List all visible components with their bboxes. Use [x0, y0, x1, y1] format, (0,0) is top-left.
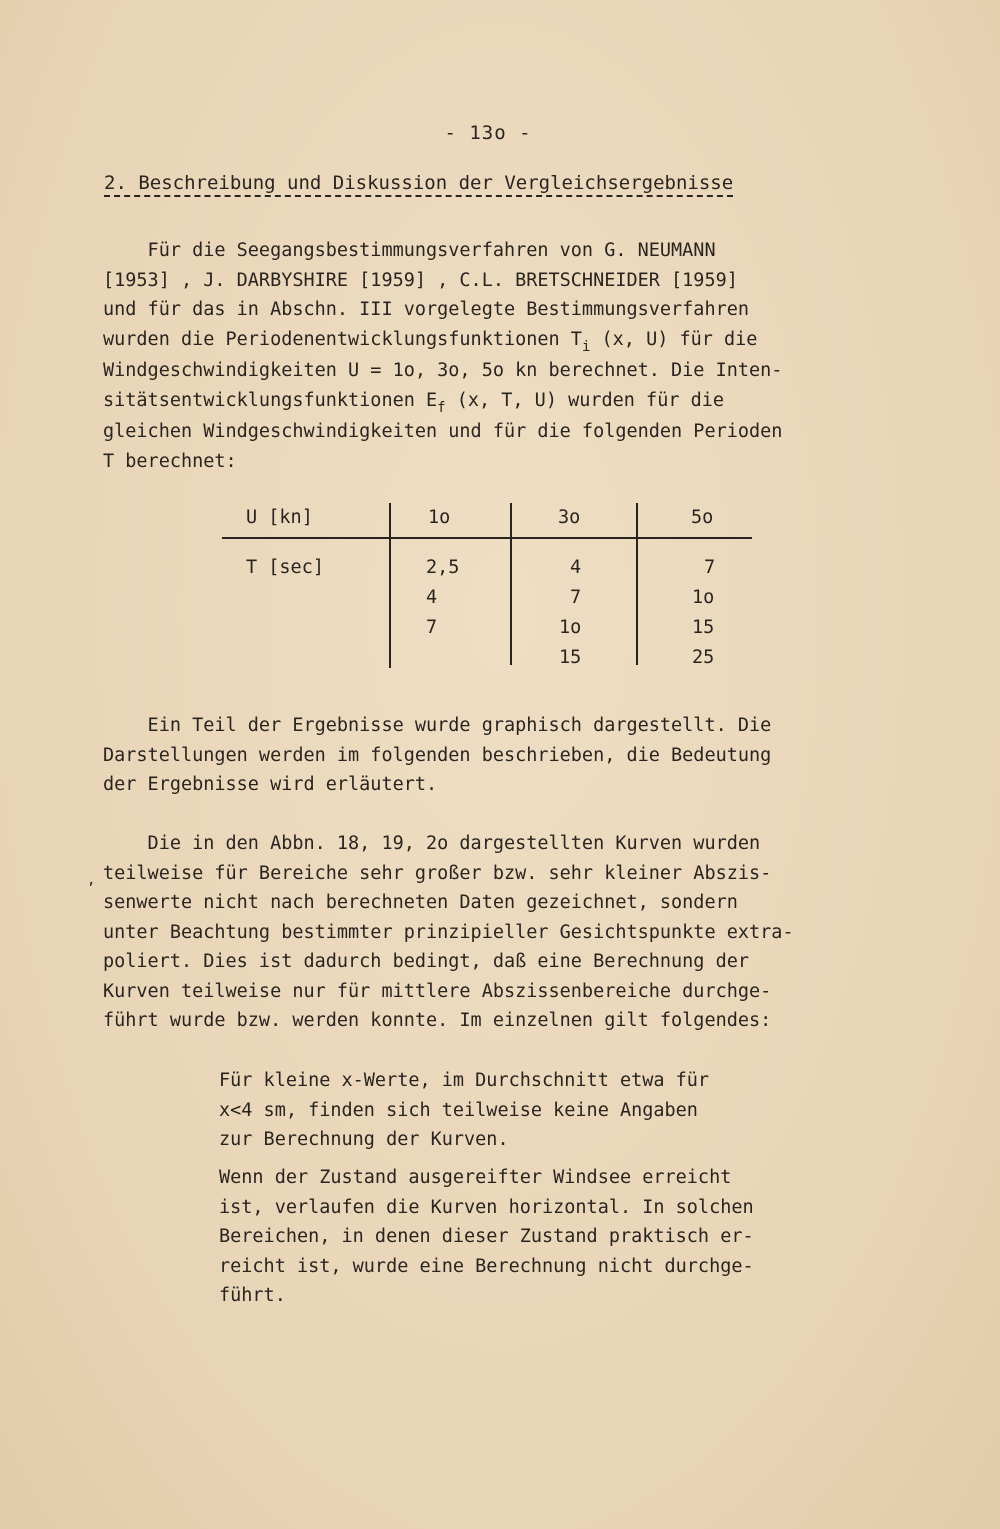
table-cell: 7 — [570, 587, 582, 608]
table-divider — [510, 503, 512, 665]
text-line: führt wurde bzw. werden konnte. Im einzelnen gilt folgendes: — [103, 1010, 772, 1031]
table-cell: 4 — [570, 557, 582, 578]
table-divider — [636, 503, 638, 665]
text-line: ist, verlaufen die Kurven horizontal. In solchen — [219, 1196, 754, 1218]
text-line: Kurven teilweise nur für mittlere Abszissenbereiche durchge- — [103, 980, 772, 1002]
table-cell: 2,5 — [426, 557, 460, 578]
table-cell: 1o — [692, 587, 715, 608]
text-line: gleichen Windgeschwindigkeiten und für die folgenden Perioden — [103, 421, 783, 442]
text-line: Bereichen, in denen dieser Zustand praktisch er- — [219, 1226, 754, 1247]
text-line: Für kleine x-Werte, im Durchschnitt etwa für — [219, 1070, 710, 1091]
text-fragment: wurden die Periodenentwicklungsfunktionen T — [103, 328, 582, 350]
text-line: führt. — [219, 1285, 286, 1306]
text-line: der Ergebnisse wird erläutert. — [103, 774, 438, 795]
text-line — [103, 386, 848, 418]
text-line: teilweise für Bereiche sehr großer bzw. sehr kleiner Abszis- — [103, 862, 772, 884]
period-table — [222, 503, 752, 668]
text-line: unter Beachtung bestimmter prinzipieller Gesichtspunkte extra- — [103, 921, 794, 943]
section-heading: 2. Beschreibung und Diskussion der Vergleichsergebnisse — [104, 172, 733, 197]
text-fragment: (x, U) für die — [590, 328, 758, 350]
text-line: Windgeschwindigkeiten U = 1o, 3o, 5o kn berechnet. Die Inten- — [103, 360, 783, 381]
table-cell: 1o — [559, 617, 582, 638]
text-line: zur Berechnung der Kurven. — [219, 1129, 509, 1150]
page-number: - 13o - — [444, 122, 532, 144]
indented-note-2 — [219, 1163, 819, 1311]
u-label: U [kn] — [246, 507, 313, 528]
table-divider — [389, 503, 391, 668]
intro-paragraph — [103, 236, 848, 476]
text-line: poliert. Dies ist dadurch bedingt, daß eine Berechnung der — [103, 951, 750, 972]
table-cell: 25 — [692, 647, 715, 668]
subscript: f — [437, 399, 446, 416]
results-paragraph — [103, 711, 848, 800]
subscript: i — [581, 338, 591, 355]
table-cell: 7 — [426, 617, 438, 638]
text-line: Ein Teil der Ergebnisse wurde graphisch dargestellt. Die — [103, 715, 772, 736]
text-line: T berechnet: — [103, 450, 237, 472]
text-fragment: (x, T, U) wurden für die — [445, 389, 725, 411]
table-cell: 15 — [559, 647, 582, 668]
text-line: senwerte nicht nach berechneten Daten gezeichnet, sondern — [103, 892, 738, 913]
table-cell: 7 — [704, 557, 716, 578]
curves-paragraph — [103, 829, 848, 1036]
text-line: Darstellungen werden im folgenden beschrieben, die Bedeutung — [103, 744, 772, 766]
column-header: 5o — [691, 507, 714, 528]
table-cell: 15 — [692, 617, 715, 638]
column-header: 3o — [558, 507, 581, 528]
text-line: reicht ist, wurde eine Berechnung nicht durchge- — [219, 1255, 754, 1277]
text-line: Die in den Abbn. 18, 19, 2o dargestellten Kurven wurden — [103, 833, 761, 854]
text-line: x<4 sm, finden sich teilweise keine Angaben — [219, 1099, 698, 1121]
table-header-rule — [222, 537, 752, 539]
column-header: 1o — [428, 507, 451, 528]
text-line: [1953] , J. DARBYSHIRE [1959] , C.L. BRETSCHNEIDER [1959] — [103, 269, 738, 291]
text-line: Wenn der Zustand ausgereifter Windsee erreicht — [219, 1167, 732, 1188]
text-line: und für das in Abschn. III vorgelegte Bestimmungsverfahren — [103, 299, 750, 320]
text-fragment: sitätsentwicklungsfunktionen E — [103, 389, 438, 411]
t-label: T [sec] — [246, 557, 324, 578]
indented-note-1 — [219, 1066, 819, 1155]
stray-mark: , — [87, 872, 96, 888]
table-cell: 4 — [426, 587, 438, 608]
text-line: Für die Seegangsbestimmungsverfahren von G. NEUMANN — [103, 240, 716, 261]
text-line — [103, 325, 848, 357]
